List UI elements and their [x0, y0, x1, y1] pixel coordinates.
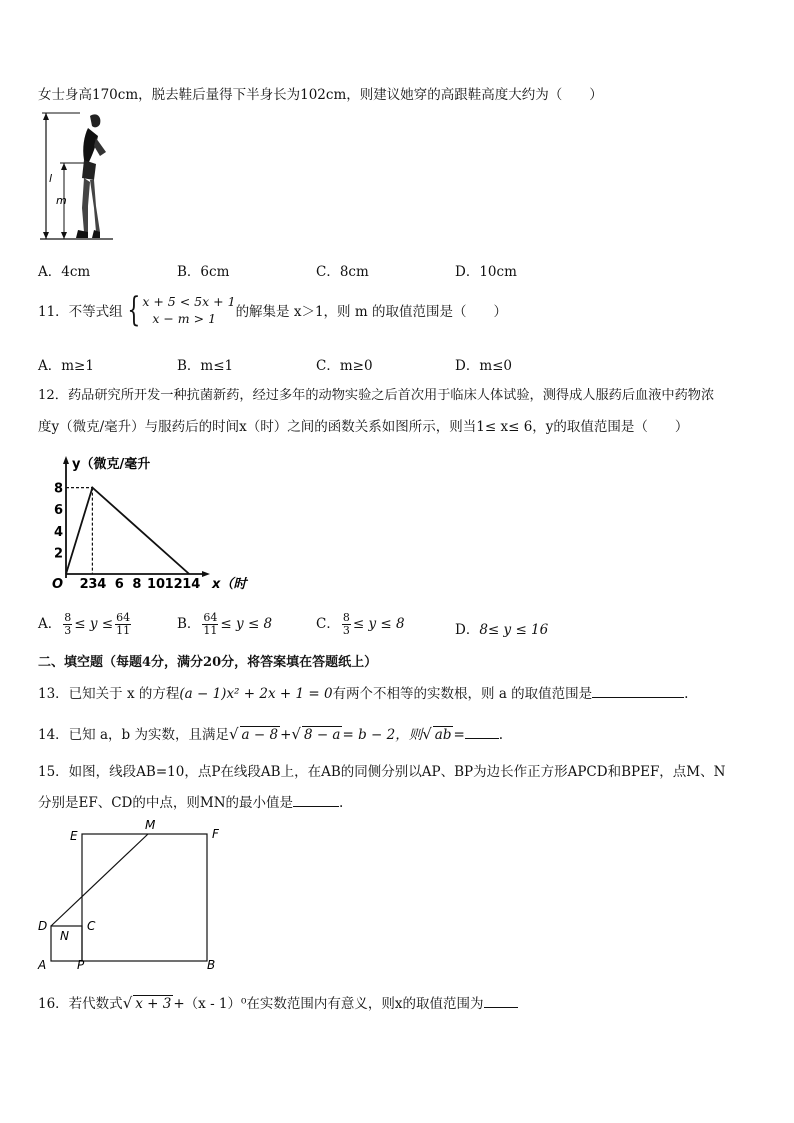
label-c: C — [87, 919, 96, 933]
q14-radicand-2: 8 − a — [303, 727, 341, 743]
frac-num: 8 — [342, 611, 350, 624]
q14-mid: = b − 2，则 — [342, 727, 423, 743]
q14-prefix: 14．已知 a，b 为实数，且满足 — [38, 727, 229, 743]
y-tick-label: 4 — [54, 524, 64, 540]
x-tick-label: 4 — [97, 577, 107, 592]
q11-prefix: 11．不等式组 — [38, 304, 123, 320]
q16-answer-blank[interactable] — [484, 1007, 518, 1008]
q11-option-d[interactable]: D．m≤0 — [455, 358, 513, 374]
q11-suffix: 的解集是 x＞1，则 m 的取值范围是（ ） — [235, 304, 507, 320]
q14-radicand-3: ab — [434, 727, 452, 743]
frac-den: 11 — [203, 624, 218, 637]
q13-equation: (a − 1)x² + 2x + 1 = 0 — [179, 686, 333, 702]
x-axis-arrow — [202, 571, 210, 577]
frac-den: 3 — [342, 624, 350, 637]
q14-eq: = — [453, 727, 465, 743]
q11-option-c[interactable]: C．m≥0 — [316, 358, 373, 374]
y-tick-label: 6 — [54, 503, 64, 519]
radical-sign: √ — [228, 725, 239, 743]
q14-answer-blank[interactable] — [465, 738, 499, 739]
label-n: N — [60, 929, 69, 943]
y-tick-label: 2 — [54, 546, 64, 562]
q12-option-a-label: A． — [38, 616, 62, 632]
q11-option-b[interactable]: B．m≤1 — [177, 358, 234, 374]
q16-radicand: x + 3 — [135, 996, 172, 1012]
section-title: 二、填空题（每题4分，满分20分，将答案填在答题纸上） — [38, 655, 378, 670]
q15-answer-blank[interactable] — [293, 806, 339, 807]
segment-mn — [51, 834, 148, 926]
q14-end: . — [498, 727, 504, 743]
x-axis-label: x（时 — [212, 577, 247, 592]
radical-sign: √ — [122, 994, 133, 1012]
label-f: F — [212, 827, 219, 841]
frac-num: 64 — [116, 611, 131, 624]
q12-line1: 12．药品研究所开发一种抗菌新药，经过多年的动物实验之后首次用于临床人体试验，测得成人服药后血液中药物浓 — [38, 388, 715, 403]
x-tick-label: 10 — [147, 577, 166, 592]
q10-stem: 女士身高170cm，脱去鞋后量得下半身长为102cm，则建议她穿的高跟鞋高度大约为（ ） — [38, 87, 603, 103]
q14-stem — [38, 723, 503, 743]
label-d: D — [38, 919, 48, 933]
q12-option-b-label: B． — [177, 616, 201, 632]
q13-stem — [38, 682, 688, 702]
concentration-chart — [36, 452, 276, 600]
q12-line2: 度y（微克/毫升）与服药后的时间x（时）之间的函数关系如图所示，则当1≤ x≤ 6，y的取值范围是（ ） — [38, 419, 689, 435]
q16-prefix: 16．若代数式 — [38, 996, 123, 1012]
label-e: E — [70, 829, 78, 843]
q11-stem — [38, 290, 507, 330]
q12-option-d-text: 8≤ y ≤ 16 — [479, 622, 549, 638]
q12-option-c-rest: ≤ y ≤ 8 — [352, 616, 405, 632]
x-tick-label: 8 — [132, 577, 142, 592]
q12-option-a-mid: ≤ y ≤ — [74, 616, 114, 632]
q10-option-a[interactable]: A．4cm — [38, 264, 91, 280]
q10-option-b[interactable]: B．6cm — [177, 264, 230, 280]
q11-ineq1: x + 5 < 5x + 1 — [142, 294, 236, 309]
q16-mid: +（x - 1）⁰在实数范围内有意义，则x的取值范围为 — [173, 996, 484, 1012]
q12-option-c-label: C． — [316, 616, 340, 632]
q13-suffix: 有两个不相等的实数根，则 a 的取值范围是 — [332, 686, 593, 702]
q12-option-a[interactable] — [38, 612, 133, 637]
x-tick-label: 14 — [182, 577, 201, 592]
q10-option-c[interactable]: C．8cm — [316, 264, 369, 280]
y-axis-label: y（微克/毫升 — [72, 457, 151, 472]
x-tick-label: 6 — [114, 577, 124, 592]
y-tick-label: 8 — [54, 481, 64, 497]
q15-line1: 15．如图，线段AB=10，点P在线段AB上，在AB的同侧分别以AP、BP为边长作正方形APCD和BPEF，点M、N — [38, 764, 726, 780]
x-tick-label: 3 — [88, 577, 98, 592]
x-tick-label: 2 — [79, 577, 89, 592]
frac-num: 64 — [203, 611, 218, 624]
q10-option-d[interactable]: D．10cm — [455, 264, 517, 280]
q12-option-d-label: D． — [455, 622, 480, 638]
q14-plus: + — [280, 727, 292, 743]
q11-option-a[interactable]: A．m≥1 — [38, 358, 94, 374]
q13-answer-blank[interactable] — [592, 697, 684, 698]
fig-label-m: m — [56, 194, 67, 207]
frac — [342, 612, 351, 637]
radical-sign: √ — [422, 725, 432, 743]
q16-stem — [38, 992, 518, 1012]
radical-sign: √ — [291, 725, 301, 743]
series-line — [66, 488, 189, 574]
q12-option-d[interactable] — [455, 618, 548, 638]
label-p: P — [77, 958, 85, 972]
frac-num: 8 — [64, 611, 72, 624]
q10-figure — [38, 108, 118, 246]
label-b: B — [207, 958, 216, 972]
q15-line2 — [38, 791, 343, 811]
frac — [202, 612, 218, 637]
q12-option-c[interactable] — [316, 612, 405, 637]
frac-den: 3 — [64, 624, 72, 637]
q13-end: . — [684, 686, 689, 702]
q11-ineq2: x − m > 1 — [152, 311, 217, 326]
q13-prefix: 13．已知关于 x 的方程 — [38, 686, 180, 702]
frac — [63, 612, 72, 637]
q15-end: . — [339, 795, 344, 811]
y-axis-arrow — [63, 456, 69, 464]
q14-radicand-1: a − 8 — [241, 727, 279, 743]
label-m: M — [145, 818, 156, 832]
woman-silhouette — [76, 114, 106, 238]
frac — [115, 612, 131, 637]
q11-system — [123, 290, 236, 330]
square-bpef — [82, 834, 207, 961]
q15-geometry-figure — [30, 816, 230, 976]
origin-label: O — [52, 577, 64, 592]
q15-line2-text: 分别是EF、CD的中点，则MN的最小值是 — [38, 795, 294, 811]
x-tick-label: 12 — [164, 577, 183, 592]
frac-den: 11 — [116, 624, 131, 637]
label-a: A — [38, 958, 47, 972]
q12-option-b-rest: ≤ y ≤ 8 — [220, 616, 273, 632]
brace-glyph: { — [127, 290, 140, 330]
fig-label-l: l — [49, 172, 53, 185]
q12-option-b[interactable] — [177, 612, 272, 637]
